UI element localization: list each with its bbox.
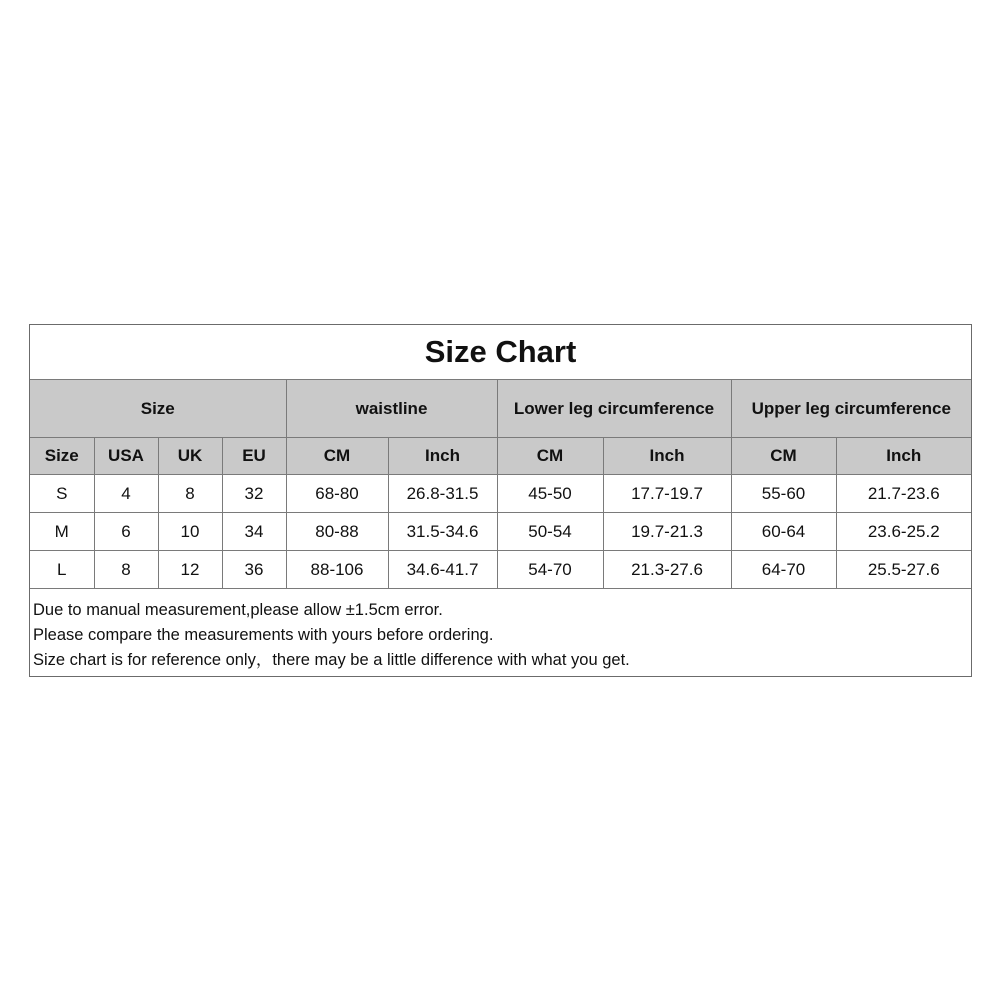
cell-upper-inch: 25.5-27.6 — [836, 551, 971, 589]
cell-lower-inch: 19.7-21.3 — [603, 513, 731, 551]
group-upper-leg: Upper leg circumference — [731, 380, 971, 438]
cell-upper-cm: 64-70 — [731, 551, 836, 589]
cell-uk: 10 — [158, 513, 222, 551]
cell-uk: 12 — [158, 551, 222, 589]
notes — [30, 589, 971, 673]
cell-upper-inch: 21.7-23.6 — [836, 475, 971, 513]
group-header-row — [30, 380, 971, 438]
cell-waist-inch: 31.5-34.6 — [388, 513, 497, 551]
cell-lower-cm: 54-70 — [497, 551, 603, 589]
cell-lower-inch: 17.7-19.7 — [603, 475, 731, 513]
cell-waist-inch: 26.8-31.5 — [388, 475, 497, 513]
subheader-eu: EU — [222, 438, 286, 475]
cell-size: S — [30, 475, 94, 513]
cell-waist-inch: 34.6-41.7 — [388, 551, 497, 589]
subheader-uk: UK — [158, 438, 222, 475]
cell-eu: 34 — [222, 513, 286, 551]
subheader-upper-inch: Inch — [836, 438, 971, 475]
group-waistline: waistline — [286, 380, 497, 438]
cell-upper-cm: 60-64 — [731, 513, 836, 551]
cell-eu: 36 — [222, 551, 286, 589]
size-table — [30, 325, 971, 589]
cell-usa: 6 — [94, 513, 158, 551]
subheader-usa: USA — [94, 438, 158, 475]
size-chart — [29, 324, 972, 677]
table-row — [30, 513, 971, 551]
cell-waist-cm: 80-88 — [286, 513, 388, 551]
sub-header-row — [30, 438, 971, 475]
subheader-lower-inch: Inch — [603, 438, 731, 475]
group-lower-leg: Lower leg circumference — [497, 380, 731, 438]
cell-lower-cm: 45-50 — [497, 475, 603, 513]
cell-upper-inch: 23.6-25.2 — [836, 513, 971, 551]
cell-size: L — [30, 551, 94, 589]
cell-uk: 8 — [158, 475, 222, 513]
note-line: Please compare the measurements with yours before ordering. — [33, 626, 494, 644]
cell-waist-cm: 68-80 — [286, 475, 388, 513]
subheader-lower-cm: CM — [497, 438, 603, 475]
table-row — [30, 475, 971, 513]
cell-upper-cm: 55-60 — [731, 475, 836, 513]
cell-lower-inch: 21.3-27.6 — [603, 551, 731, 589]
cell-usa: 8 — [94, 551, 158, 589]
cell-eu: 32 — [222, 475, 286, 513]
subheader-upper-cm: CM — [731, 438, 836, 475]
cell-lower-cm: 50-54 — [497, 513, 603, 551]
table-row — [30, 551, 971, 589]
note-line: Size chart is for reference only，there may be a little difference with what you get. — [33, 651, 630, 669]
cell-usa: 4 — [94, 475, 158, 513]
note-line: Due to manual measurement,please allow ±1.5cm error. — [33, 601, 443, 619]
chart-title: Size Chart — [30, 325, 971, 380]
group-size: Size — [30, 380, 286, 438]
subheader-waist-inch: Inch — [388, 438, 497, 475]
cell-waist-cm: 88-106 — [286, 551, 388, 589]
subheader-waist-cm: CM — [286, 438, 388, 475]
subheader-size: Size — [30, 438, 94, 475]
cell-size: M — [30, 513, 94, 551]
